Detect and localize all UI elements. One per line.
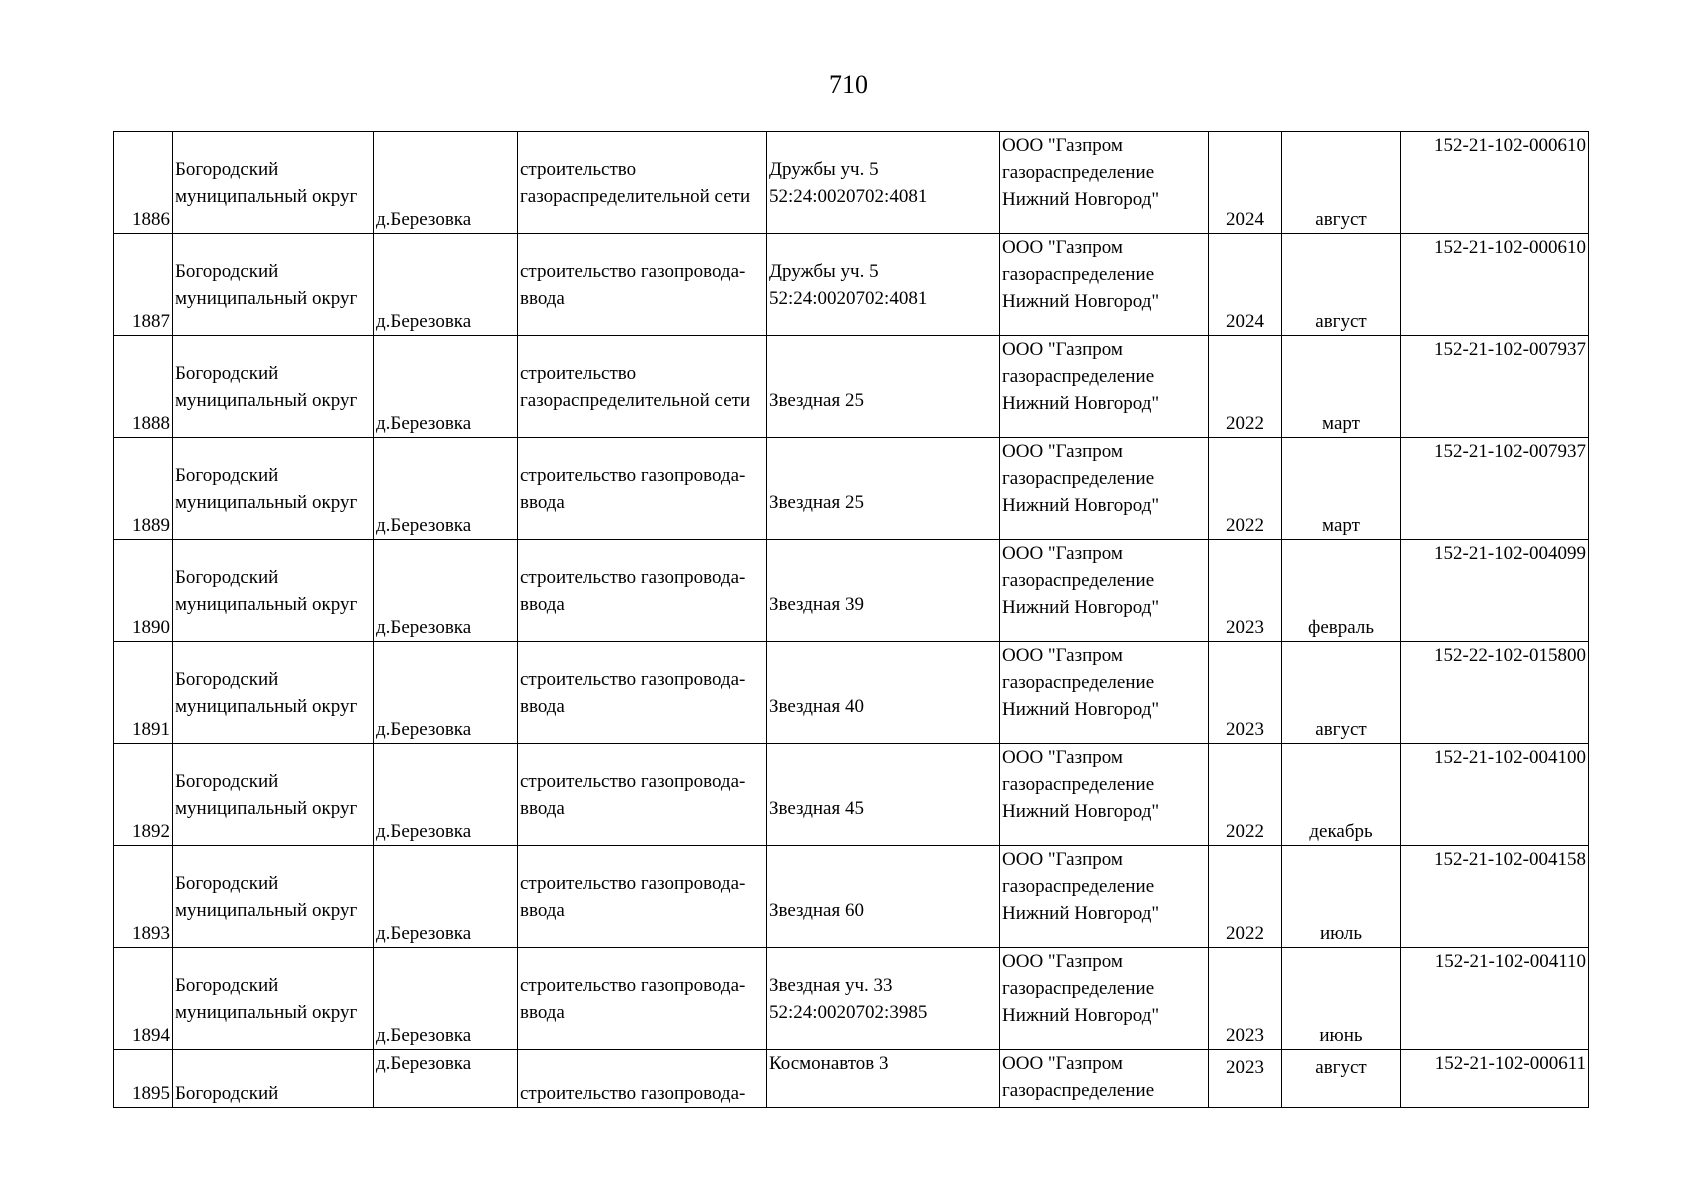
district-cell: Богородский муниципальный округ bbox=[173, 846, 374, 948]
code-cell: 152-21-102-007937 bbox=[1401, 336, 1589, 438]
organization-cell: ООО "Газпром газораспределение Нижний Новгород" bbox=[1000, 642, 1209, 744]
month-cell: декабрь bbox=[1282, 744, 1401, 846]
district-cell: Богородский муниципальный округ bbox=[173, 744, 374, 846]
address-cell: Звездная 60 bbox=[767, 846, 1000, 948]
table-row bbox=[114, 132, 1589, 234]
work-type-cell: строительство газопровода- ввода bbox=[518, 744, 767, 846]
district-cell: Богородский муниципальный округ bbox=[173, 234, 374, 336]
organization-cell: ООО "Газпром газораспределение Нижний Новгород" bbox=[1000, 744, 1209, 846]
address-cell: Звездная уч. 33 52:24:0020702:3985 bbox=[767, 948, 1000, 1050]
year-cell: 2023 bbox=[1209, 1050, 1282, 1108]
address-cell: Космонавтов 3 bbox=[767, 1050, 1000, 1108]
page-number: 710 bbox=[829, 70, 868, 99]
work-type-cell: строительство газопровода- ввода bbox=[518, 846, 767, 948]
table-row bbox=[114, 336, 1589, 438]
code-cell: 152-21-102-000611 bbox=[1401, 1050, 1589, 1108]
organization-cell: ООО "Газпром газораспределение Нижний Новгород" bbox=[1000, 540, 1209, 642]
code-cell: 152-22-102-015800 bbox=[1401, 642, 1589, 744]
row-number: 1888 bbox=[114, 336, 173, 438]
work-type-cell: строительство газопровода- ввода bbox=[518, 234, 767, 336]
table-row bbox=[114, 744, 1589, 846]
district-cell: Богородский муниципальный округ bbox=[173, 642, 374, 744]
place-cell: д.Березовка bbox=[374, 846, 518, 948]
row-number: 1890 bbox=[114, 540, 173, 642]
table-body bbox=[114, 132, 1589, 1108]
work-type-cell: строительство газопровода- ввода bbox=[518, 438, 767, 540]
work-type-cell: строительство газопровода- bbox=[518, 1050, 767, 1108]
table-row bbox=[114, 846, 1589, 948]
row-number: 1892 bbox=[114, 744, 173, 846]
year-cell: 2023 bbox=[1209, 948, 1282, 1050]
place-cell: д.Березовка bbox=[374, 438, 518, 540]
month-cell: март bbox=[1282, 438, 1401, 540]
row-number: 1894 bbox=[114, 948, 173, 1050]
work-type-cell: строительство газопровода- ввода bbox=[518, 948, 767, 1050]
table-row bbox=[114, 438, 1589, 540]
code-cell: 152-21-102-004100 bbox=[1401, 744, 1589, 846]
address-cell: Звездная 25 bbox=[767, 336, 1000, 438]
address-cell: Звездная 40 bbox=[767, 642, 1000, 744]
month-cell: февраль bbox=[1282, 540, 1401, 642]
organization-cell: ООО "Газпром газораспределение Нижний Новгород" bbox=[1000, 438, 1209, 540]
district-cell: Богородский муниципальный округ bbox=[173, 948, 374, 1050]
month-cell: август bbox=[1282, 132, 1401, 234]
table-row bbox=[114, 1050, 1589, 1108]
work-type-cell: строительство газораспределительной сети bbox=[518, 132, 767, 234]
address-cell: Дружбы уч. 5 52:24:0020702:4081 bbox=[767, 234, 1000, 336]
code-cell: 152-21-102-004099 bbox=[1401, 540, 1589, 642]
district-cell: Богородский муниципальный округ bbox=[173, 336, 374, 438]
row-number: 1889 bbox=[114, 438, 173, 540]
table-row bbox=[114, 540, 1589, 642]
year-cell: 2024 bbox=[1209, 132, 1282, 234]
month-cell: июнь bbox=[1282, 948, 1401, 1050]
organization-cell: ООО "Газпром газораспределение Нижний Новгород" bbox=[1000, 336, 1209, 438]
address-cell: Звездная 39 bbox=[767, 540, 1000, 642]
code-cell: 152-21-102-007937 bbox=[1401, 438, 1589, 540]
row-number: 1895 bbox=[114, 1050, 173, 1108]
code-cell: 152-21-102-000610 bbox=[1401, 132, 1589, 234]
address-cell: Звездная 45 bbox=[767, 744, 1000, 846]
month-cell: июль bbox=[1282, 846, 1401, 948]
place-cell: д.Березовка bbox=[374, 234, 518, 336]
year-cell: 2022 bbox=[1209, 336, 1282, 438]
place-cell: д.Березовка bbox=[374, 1050, 518, 1108]
district-cell: Богородский муниципальный округ bbox=[173, 438, 374, 540]
place-cell: д.Березовка bbox=[374, 132, 518, 234]
table-row bbox=[114, 234, 1589, 336]
district-cell: Богородский муниципальный округ bbox=[173, 132, 374, 234]
row-number: 1891 bbox=[114, 642, 173, 744]
place-cell: д.Березовка bbox=[374, 744, 518, 846]
district-cell: Богородский bbox=[173, 1050, 374, 1108]
month-cell: август bbox=[1282, 1050, 1401, 1108]
year-cell: 2024 bbox=[1209, 234, 1282, 336]
year-cell: 2022 bbox=[1209, 744, 1282, 846]
year-cell: 2022 bbox=[1209, 438, 1282, 540]
organization-cell: ООО "Газпром газораспределение Нижний Новгород" bbox=[1000, 948, 1209, 1050]
place-cell: д.Березовка bbox=[374, 642, 518, 744]
month-cell: август bbox=[1282, 642, 1401, 744]
place-cell: д.Березовка bbox=[374, 336, 518, 438]
month-cell: март bbox=[1282, 336, 1401, 438]
organization-cell: ООО "Газпром газораспределение Нижний Новгород" bbox=[1000, 132, 1209, 234]
work-type-cell: строительство газораспределительной сети bbox=[518, 336, 767, 438]
year-cell: 2023 bbox=[1209, 642, 1282, 744]
code-cell: 152-21-102-000610 bbox=[1401, 234, 1589, 336]
row-number: 1893 bbox=[114, 846, 173, 948]
place-cell: д.Березовка bbox=[374, 948, 518, 1050]
year-cell: 2023 bbox=[1209, 540, 1282, 642]
organization-cell: ООО "Газпром газораспределение bbox=[1000, 1050, 1209, 1108]
table-row bbox=[114, 642, 1589, 744]
district-cell: Богородский муниципальный округ bbox=[173, 540, 374, 642]
place-cell: д.Березовка bbox=[374, 540, 518, 642]
year-cell: 2022 bbox=[1209, 846, 1282, 948]
work-type-cell: строительство газопровода- ввода bbox=[518, 540, 767, 642]
address-cell: Дружбы уч. 5 52:24:0020702:4081 bbox=[767, 132, 1000, 234]
table-row bbox=[114, 948, 1589, 1050]
registry-table bbox=[113, 131, 1589, 1108]
month-cell: август bbox=[1282, 234, 1401, 336]
organization-cell: ООО "Газпром газораспределение Нижний Новгород" bbox=[1000, 846, 1209, 948]
code-cell: 152-21-102-004110 bbox=[1401, 948, 1589, 1050]
work-type-cell: строительство газопровода- ввода bbox=[518, 642, 767, 744]
code-cell: 152-21-102-004158 bbox=[1401, 846, 1589, 948]
address-cell: Звездная 25 bbox=[767, 438, 1000, 540]
row-number: 1886 bbox=[114, 132, 173, 234]
organization-cell: ООО "Газпром газораспределение Нижний Новгород" bbox=[1000, 234, 1209, 336]
row-number: 1887 bbox=[114, 234, 173, 336]
